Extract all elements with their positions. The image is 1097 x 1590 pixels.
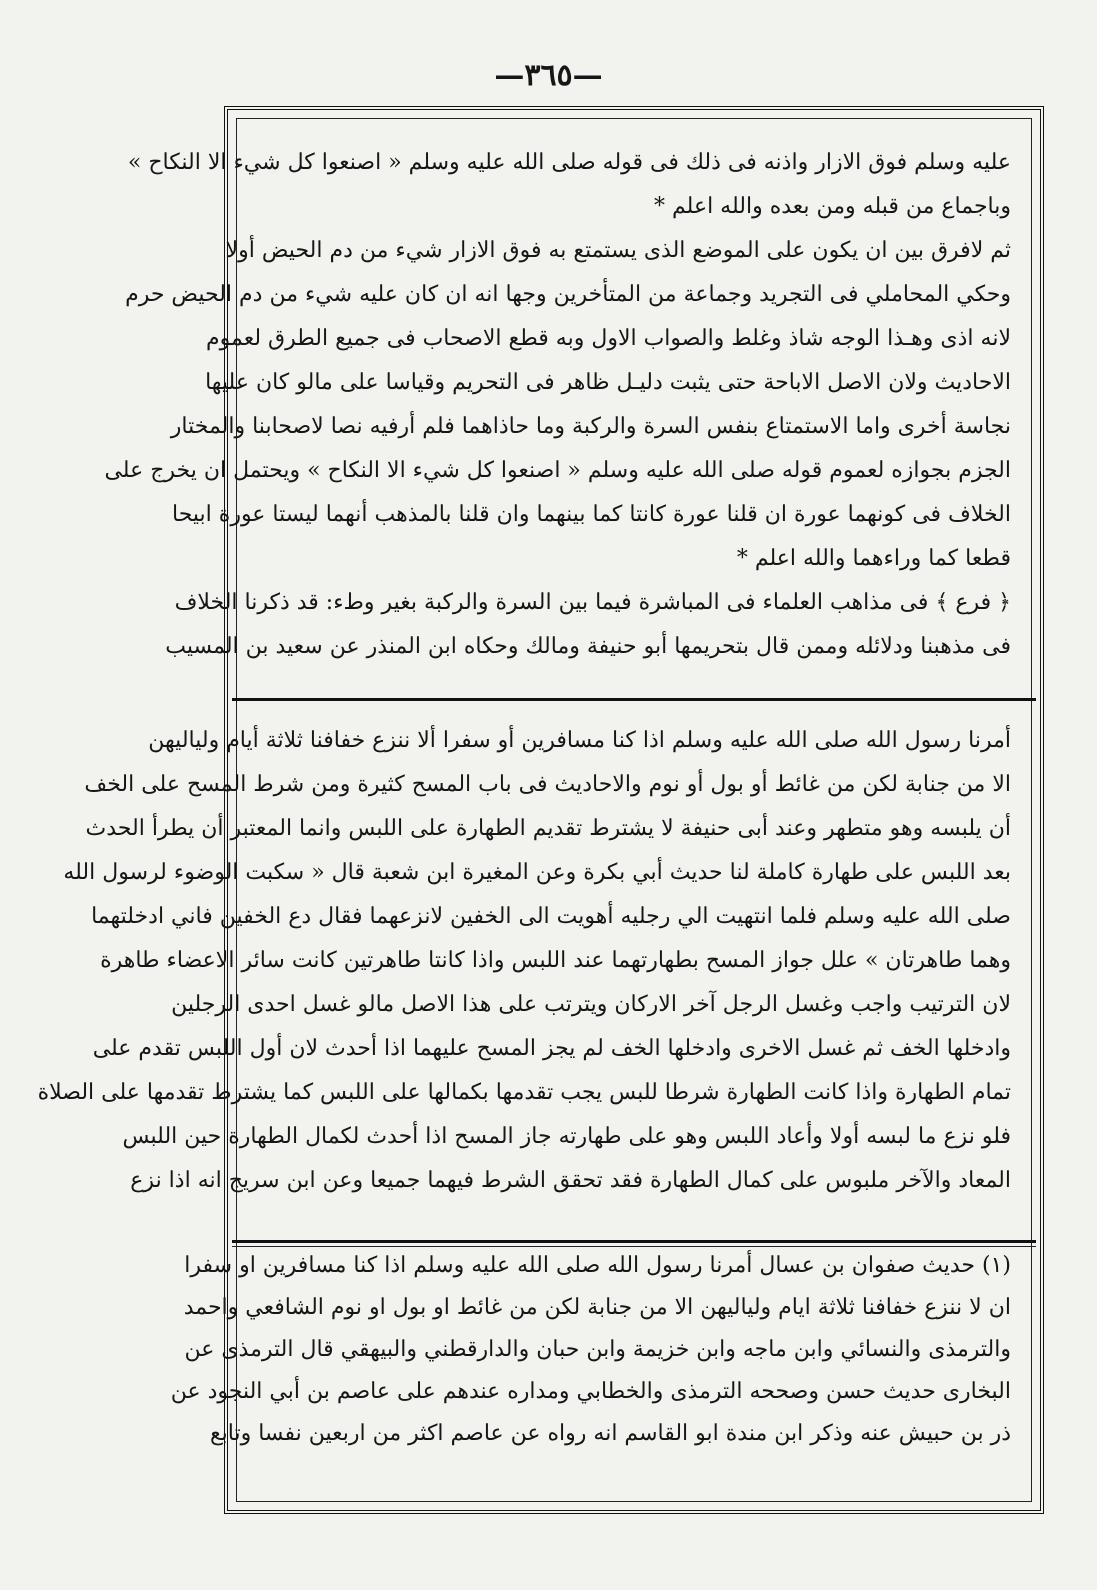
main-line: لانه اذى وهـذا الوجه شاذ وغلط والصواب الاول وبه قطع الاصحاب فى جميع الطرق لعموم [206,326,1011,351]
commentary-line: تمام الطهارة واذا كانت الطهارة شرطا للبس يجب تقدمها بكمالها على اللبس كما يشترط تقدمها على الصلاة [37,1080,1011,1105]
commentary-line: وادخلها الخف ثم غسل الاخرى وادخلها الخف لم يجز المسح عليهما اذا أحدث لان أول اللبس تقدم على [92,1036,1011,1061]
main-line: فى مذهبنا ودلائله وممن قال بتحريمها أبو حنيفة ومالك وحكاه ابن المنذر عن سعيد بن المسيب [165,634,1011,659]
commentary-text [37,719,1011,1203]
commentary-line: وهما طاهرتان » علل جواز المسح بطهارتهما عند اللبس واذا كانتا طاهرتين كانت سائر الاعضاء طاهرة [100,948,1011,973]
main-line: قطعا كما وراءهما والله اعلم * [736,546,1011,571]
main-line: ﴿ فرع ﴾ فى مذاهب العلماء فى المباشرة فيما بين السرة والركبة بغير وطء: قد ذكرنا الخلاف [174,590,1011,615]
commentary-line: بعد اللبس على طهارة كاملة لنا حديث أبي بكرة وعن المغيرة ابن شعبة قال « سكبت الوضوء لرسول الله [63,860,1011,885]
commentary-line: المعاد والآخر ملبوس على كمال الطهارة فقد تحقق الشرط فيهما جميعا وعن ابن سريج انه اذا نزع [130,1168,1011,1193]
footnote-line: (١) حديث صفوان بن عسال أمرنا رسول الله صلى الله عليه وسلم اذا كنا مسافرين او سفرا [184,1253,1011,1278]
page-number: —٣٦٥— [494,58,603,93]
commentary-line: أن يلبسه وهو متطهر وعند أبى حنيفة لا يشترط تقديم الطهارة على اللبس وانما المعتبر أن يطرأ الحدث [85,816,1011,841]
commentary-line: الا من جنابة لكن من غائط أو بول أو نوم والاحاديث فى باب المسح كثيرة ومن شرط المسح على الخف [84,772,1011,797]
page-frame [37,106,1044,1514]
footnote-line: ذر بن حبيش عنه وذكر ابن مندة ابو القاسم انه رواه عن عاصم اكثر من اربعين نفسا وتابع [209,1421,1011,1446]
main-line: الخلاف فى كونهما عورة ان قلنا عورة كانتا كما بينهما وان قلنا بالمذهب أنهما ليستا عورة ابيحا [172,502,1011,527]
main-line: وباجماع من قبله ومن بعده والله اعلم * [654,194,1011,219]
commentary-line: أمرنا رسول الله صلى الله عليه وسلم اذا كنا مسافرين أو سفرا ألا ننزع خفافنا ثلاثة أيام ولياليهن [148,728,1011,753]
commentary-line: لان الترتيب واجب وغسل الرجل آخر الاركان ويترتب على هذا الاصل مالو غسل احدى الرجلين [171,992,1011,1017]
footnote-divider-thin [232,1246,1036,1247]
main-line: الاحاديث ولان الاصل الاباحة حتى يثبت دليـل ظاهر فى التحريم وقياسا على مالو كان عليها [205,370,1011,395]
main-line: ثم لافرق بين ان يكون على الموضع الذى يستمتع به فوق الازار شيء من دم الحيض أولا [225,238,1011,263]
footnote-line: والترمذى والنسائي وابن ماجه وابن خزيمة وابن حبان والدارقطني والبيهقي قال الترمذى عن [184,1337,1011,1362]
commentary-line: صلى الله عليه وسلم فلما انتهيت الي رجليه أهويت الى الخفين لانزعهما فقال دع الخفين فاني ادخلتهما [91,904,1011,929]
section-divider [232,698,1036,701]
main-line: نجاسة أخرى واما الاستمتاع بنفس السرة والركبة وما حاذاهما فلم أرفيه نصا لاصحابنا والمختار [170,414,1011,439]
footnote-divider [232,1240,1036,1243]
main-line: عليه وسلم فوق الازار واذنه فى ذلك فى قوله صلى الله عليه وسلم « اصنعوا كل شيء الا النكاح » [127,150,1011,175]
main-line: الجزم بجوازه لعموم قوله صلى الله عليه وسلم « اصنعوا كل شيء الا النكاح » ويحتمل ان يخرج على [104,458,1011,483]
footnote-text [170,1245,1011,1455]
main-line: وحكي المحاملي فى التجريد وجماعة من المتأخرين وجها انه ان كان عليه شيء من دم الحيض حرم [125,282,1011,307]
commentary-line: فلو نزع ما لبسه أولا وأعاد اللبس وهو على طهارته جاز المسح اذا أحدث لكمال الطهارة حين اللبس [122,1124,1011,1149]
footnote-line: ان لا ننزع خفافنا ثلاثة ايام ولياليهن الا من جنابة لكن من غائط او بول او نوم الشافعي واحمد [183,1295,1011,1320]
footnote-line: البخارى حديث حسن وصححه الترمذى والخطابي ومداره عندهم على عاصم بن أبي النجود عن [170,1379,1011,1404]
main-text [104,141,1011,669]
page-frame-inner [37,118,1032,1502]
